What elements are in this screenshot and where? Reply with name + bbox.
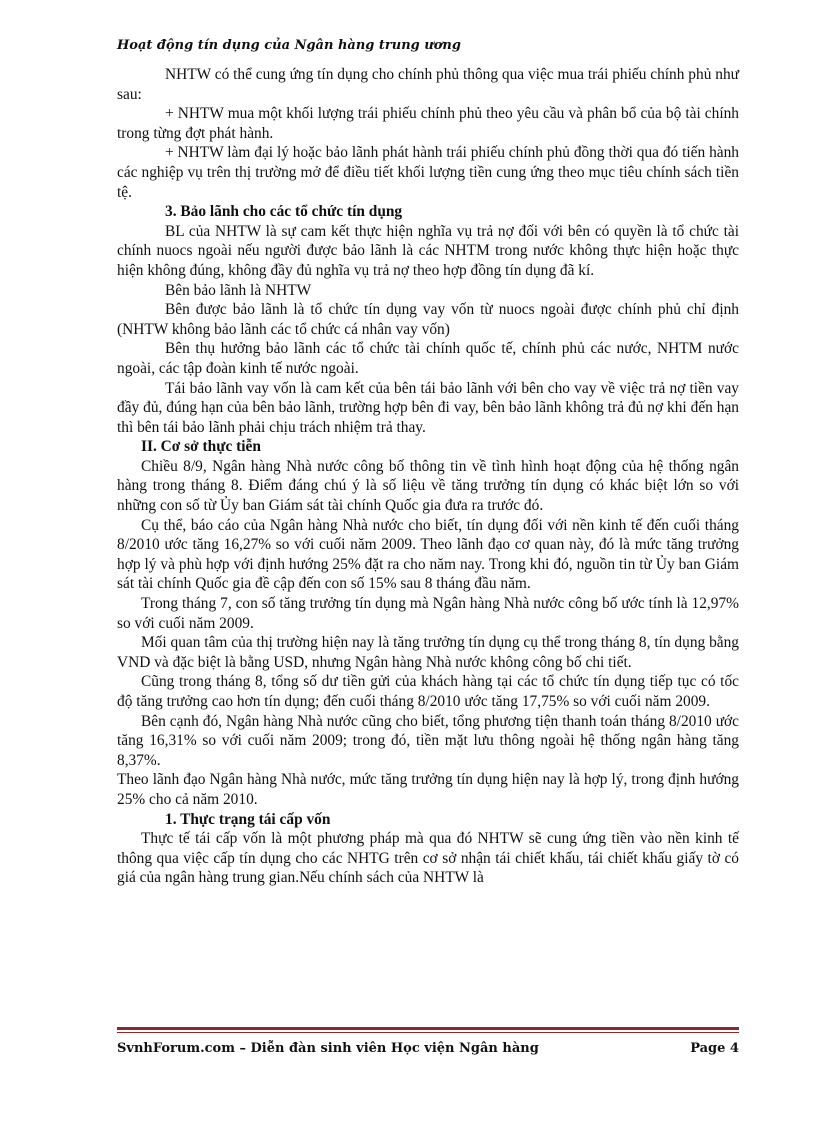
paragraph: Bên thụ hưởng bảo lãnh các tổ chức tài chính quốc tế, chính phủ các nước, NHTM nước ngoài, các tập đoàn kinh tế nước ngoài. [117, 340, 739, 377]
paragraph: + NHTW mua một khối lượng trái phiếu chính phủ theo yêu cầu và phân bổ của bộ tài chính trong từng đợt phát hành. [117, 105, 739, 142]
paragraph: Trong tháng 7, con số tăng trưởng tín dụng mà Ngân hàng Nhà nước công bố ước tính là 12,97% so với cuối năm 2009. [117, 595, 739, 632]
footer-divider-thin [117, 1032, 739, 1033]
paragraph: Bên cạnh đó, Ngân hàng Nhà nước cũng cho biết, tổng phương tiện thanh toán tháng 8/2010 ước tăng 16,31% so với cuối năm 2009; trong đó, tiền mặt lưu thông ngoài hệ thống ngân hàng tăng 8,37%. [117, 712, 739, 769]
page-header: Hoạt động tín dụng của Ngân hàng trung ương [117, 38, 461, 53]
section-heading: 1. Thực trạng tái cấp vốn [165, 810, 331, 828]
paragraph: BL của NHTW là sự cam kết thực hiện nghĩa vụ trả nợ đối với bên có quyền là tổ chức tài chính nuocs ngoài nếu người được bảo lãnh là các NHTM trong nước không thực hiện hoặc thực hiện không đúng, không đầy đủ nghĩa vụ trả nợ theo hợp đồng tín dụng đã kí. [117, 222, 739, 279]
paragraph: Tái bảo lãnh vay vốn là cam kết của bên tái bảo lãnh với bên cho vay về việc trả nợ tiền vay đầy đủ, đúng hạn của bên bảo lãnh, trường hợp bên đi vay, bên bảo lãnh không trả đủ nợ khi đến hạn thì bên tái bảo lãnh phải chịu trách nhiệm trả thay. [117, 379, 739, 436]
section-heading: 3. Bảo lãnh cho các tổ chức tín dụng [165, 203, 403, 221]
footer-site-text: SvnhForum.com – Diễn đàn sinh viên Học viện Ngân hàng [117, 1041, 539, 1056]
paragraph: Chiều 8/9, Ngân hàng Nhà nước công bố thông tin về tình hình hoạt động của hệ thống ngân hàng trong tháng 8. Điểm đáng chú ý là số liệu về tăng trưởng tín dụng có khác biệt lớn so với những con số từ Ủy ban Giám sát tài chính Quốc gia đưa ra trước đó. [117, 457, 739, 515]
paragraph: Mối quan tâm của thị trường hiện nay là tăng trưởng tín dụng cụ thể trong tháng 8, tín dụng bằng VND và đặc biệt là bằng USD, nhưng Ngân hàng Nhà nước không công bố chi tiết. [117, 634, 739, 671]
document-page [117, 38, 739, 888]
page-number: Page 4 [690, 1041, 739, 1056]
paragraph: Cũng trong tháng 8, tổng số dư tiền gửi của khách hàng tại các tổ chức tín dụng tiếp tục có tốc độ tăng trưởng cao hơn tín dụng; đến cuối tháng 8/2010 ước tăng 17,75% so với cuối năm 2009. [117, 673, 739, 710]
footer-divider [117, 1027, 739, 1030]
paragraph: Theo lãnh đạo Ngân hàng Nhà nước, mức tăng trưởng tín dụng hiện nay là hợp lý, trong định hướng 25% cho cả năm 2010. [117, 771, 739, 808]
section-heading: II. Cơ sở thực tiễn [141, 438, 261, 456]
paragraph: Bên bảo lãnh là NHTW [165, 281, 312, 299]
paragraph: Thực tế tái cấp vốn là một phương pháp mà qua đó NHTW sẽ cung ứng tiền vào nền kinh tế thông qua việc cấp tín dụng cho các NHTG trên cơ sở nhận tái chiết khấu, tái chiết khấu giấy tờ có giá của ngân hàng trung gian.Nếu chính sách của NHTW là [117, 830, 739, 887]
paragraph: NHTW có thể cung ứng tín dụng cho chính phủ thông qua việc mua trái phiếu chính phủ như sau: [117, 66, 739, 103]
paragraph: Bên được bảo lãnh là tổ chức tín dụng vay vốn từ nuocs ngoài được chính phủ chỉ định (NHTW không bảo lãnh các tổ chức cá nhân vay vốn) [117, 301, 739, 338]
paragraph: Cụ thể, báo cáo của Ngân hàng Nhà nước cho biết, tín dụng đối với nền kinh tế đến cuối tháng 8/2010 ước tăng 16,27% so với cuối năm 2009. Theo lãnh đạo cơ quan này, đó là mức tăng trưởng hợp lý và phù hợp với định hướng 25% đặt ra cho năm nay. Trong khi đó, nguồn tin từ Ủy ban Giám sát tài chính Quốc gia đề cập đến con số 15% sau 8 tháng đầu năm. [117, 516, 739, 593]
page-footer [117, 1041, 739, 1056]
paragraph: + NHTW làm đại lý hoặc bảo lãnh phát hành trái phiếu chính phủ đồng thời qua đó tiến hành các nghiệp vụ trên thị trường mở để điều tiết khối lượng tiền cung ứng theo mục tiêu chính sách tiền tệ. [117, 144, 739, 201]
